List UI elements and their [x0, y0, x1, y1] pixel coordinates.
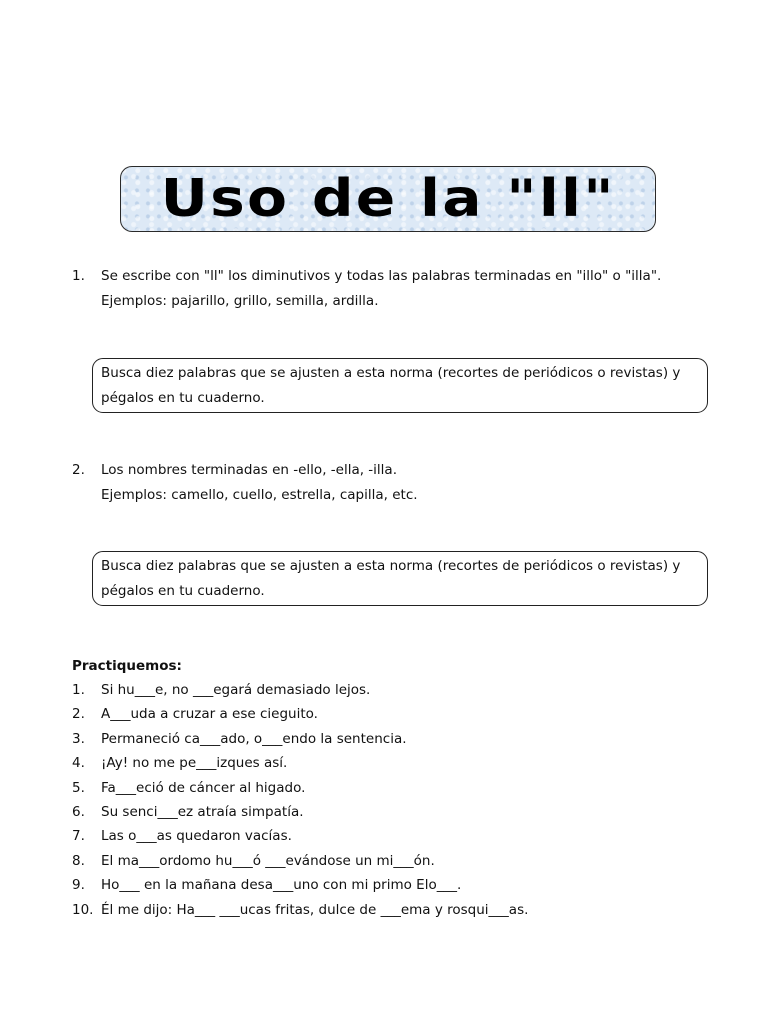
item-number: 7.: [72, 828, 85, 845]
list-item: [72, 751, 712, 775]
title-banner: [120, 166, 656, 232]
item-number: 1.: [72, 682, 85, 698]
item-text: A___uda a cruzar a ese cieguito.: [101, 706, 318, 723]
page-title: Uso de la "ll": [160, 169, 616, 229]
rule-text: Se escribe con "ll" los diminutivos y todas las palabras terminadas en "illo" o "illa".: [101, 268, 662, 284]
list-item: [72, 873, 712, 897]
list-item: [72, 898, 712, 922]
rule-number: 1.: [72, 268, 85, 284]
practice-heading: Practiquemos:: [72, 658, 182, 674]
rule-text: Los nombres terminadas en -ello, -ella, -illa.: [101, 462, 397, 478]
rule-2: [72, 458, 712, 508]
item-text: Él me dijo: Ha___ ___ucas fritas, dulce de ___ema y rosqui___as.: [101, 901, 529, 918]
task-box-2: [92, 551, 708, 606]
item-text: Permaneció ca___ado, o___endo la sentencia.: [101, 730, 407, 747]
item-text: El ma___ordomo hu___ó ___evándose un mi___ón.: [101, 852, 435, 869]
item-text: Ho___ en la mañana desa___uno con mi primo Elo___.: [101, 877, 462, 894]
item-text: Las o___as quedaron vacías.: [101, 828, 292, 845]
list-item: [72, 678, 712, 702]
item-text: Si hu___e, no ___egará demasiado lejos.: [101, 682, 371, 698]
list-item: [72, 824, 712, 848]
item-number: 3.: [72, 730, 85, 747]
item-number: 6.: [72, 803, 85, 820]
item-text: ¡Ay! no me pe___izques así.: [101, 755, 288, 772]
list-item: [72, 727, 712, 751]
rule-examples: Ejemplos: pajarillo, grillo, semilla, ardilla.: [101, 293, 379, 309]
item-number: 10.: [72, 901, 94, 918]
list-item: [72, 800, 712, 824]
item-number: 9.: [72, 877, 85, 894]
task-box-1: [92, 358, 708, 413]
item-number: 8.: [72, 852, 85, 869]
task-text: Busca diez palabras que se ajusten a esta norma (recortes de periódicos o revistas) y pégalos en tu cuaderno.: [101, 558, 681, 599]
task-text: Busca diez palabras que se ajusten a esta norma (recortes de periódicos o revistas) y pégalos en tu cuaderno.: [101, 365, 681, 406]
practice-section: [72, 654, 712, 922]
list-item: [72, 776, 712, 800]
item-number: 2.: [72, 706, 85, 723]
item-text: Fa___eció de cáncer al higado.: [101, 779, 306, 796]
rule-number: 2.: [72, 462, 85, 478]
item-number: 5.: [72, 779, 85, 796]
item-number: 4.: [72, 755, 85, 772]
list-item: [72, 849, 712, 873]
rule-examples: Ejemplos: camello, cuello, estrella, capilla, etc.: [101, 487, 418, 503]
list-item: [72, 702, 712, 726]
rule-1: [72, 264, 712, 314]
item-text: Su senci___ez atraía simpatía.: [101, 803, 304, 820]
